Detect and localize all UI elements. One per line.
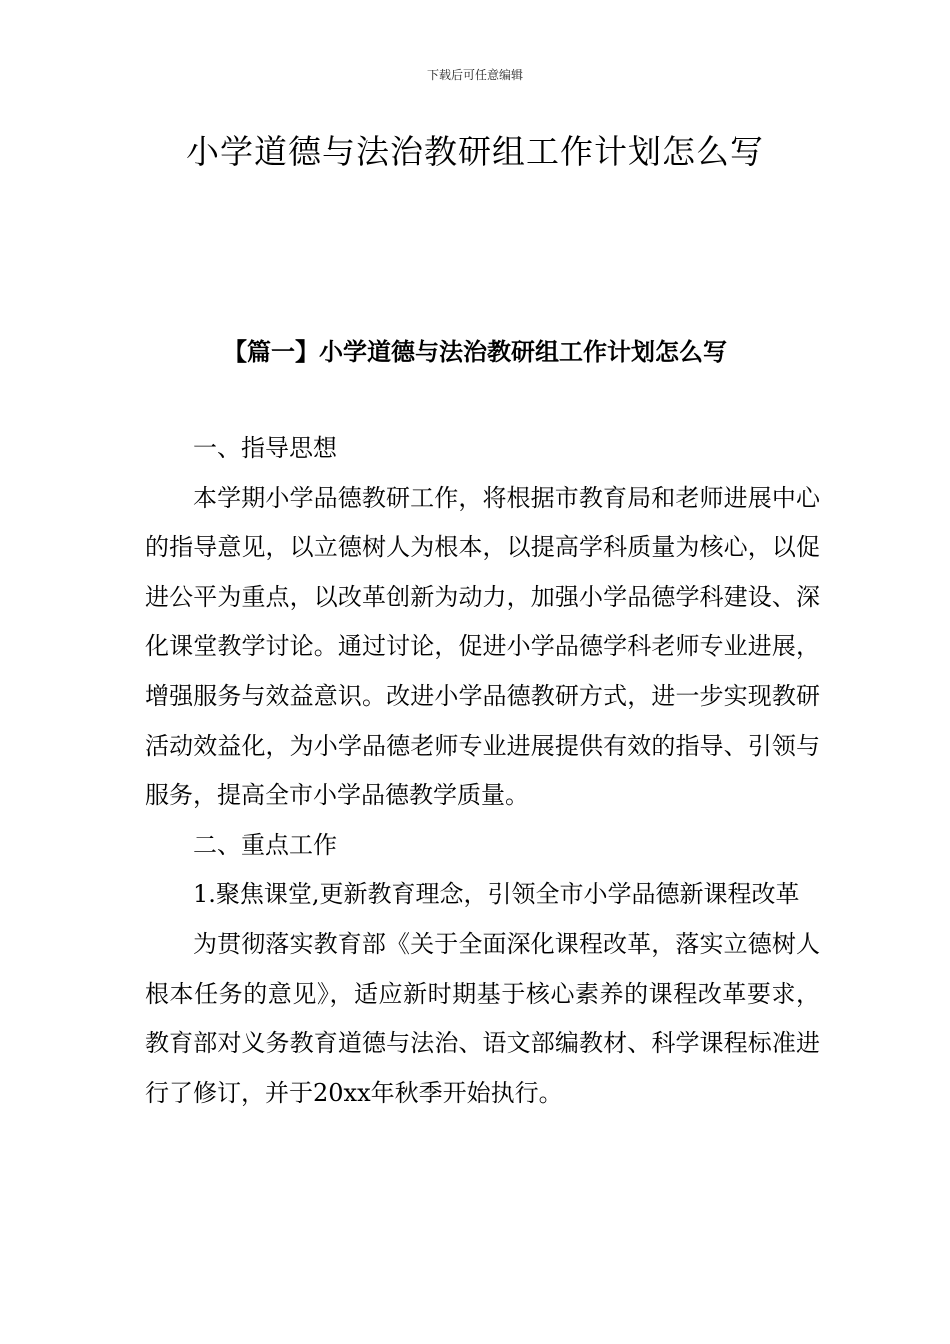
section-title: 【篇一】小学道德与法治教研组工作计划怎么写 — [223, 337, 727, 366]
document-title: 小学道德与法治教研组工作计划怎么写 — [186, 132, 764, 171]
document-body — [145, 424, 820, 1118]
subheading-focus-classroom: 1.聚焦课堂,更新教育理念，引领全市小学品德新课程改革 — [193, 880, 800, 909]
header-note: 下载后可任意编辑 — [426, 68, 523, 82]
paragraph-curriculum-reform: 为贯彻落实教育部《关于全面深化课程改革，落实立德树人根本任务的意见》，适应新时期基于核心素养的课程改革要求，教育部对义务教育道德与法治、语文部编教材、科学课程标准进行了修订，并于20xx年秋季开始执行。 — [145, 929, 820, 1107]
heading-key-work: 二、重点工作 — [193, 830, 337, 859]
paragraph-guiding-ideology: 本学期小学品德教研工作，将根据市教育局和老师进展中心的指导意见，以立德树人为根本，以提高学科质量为核心，以促进公平为重点，以改革创新为动力，加强小学品德学科建设、深化课堂教学讨论。通过讨论，促进小学品德学科老师专业进展，增强服务与效益意识。改进小学品德教研方式，进一步实现教研活动效益化，为小学品德老师专业进展提供有效的指导、引领与服务，提高全市小学品德教学质量。 — [145, 483, 820, 810]
heading-guiding-ideology: 一、指导思想 — [193, 434, 337, 462]
